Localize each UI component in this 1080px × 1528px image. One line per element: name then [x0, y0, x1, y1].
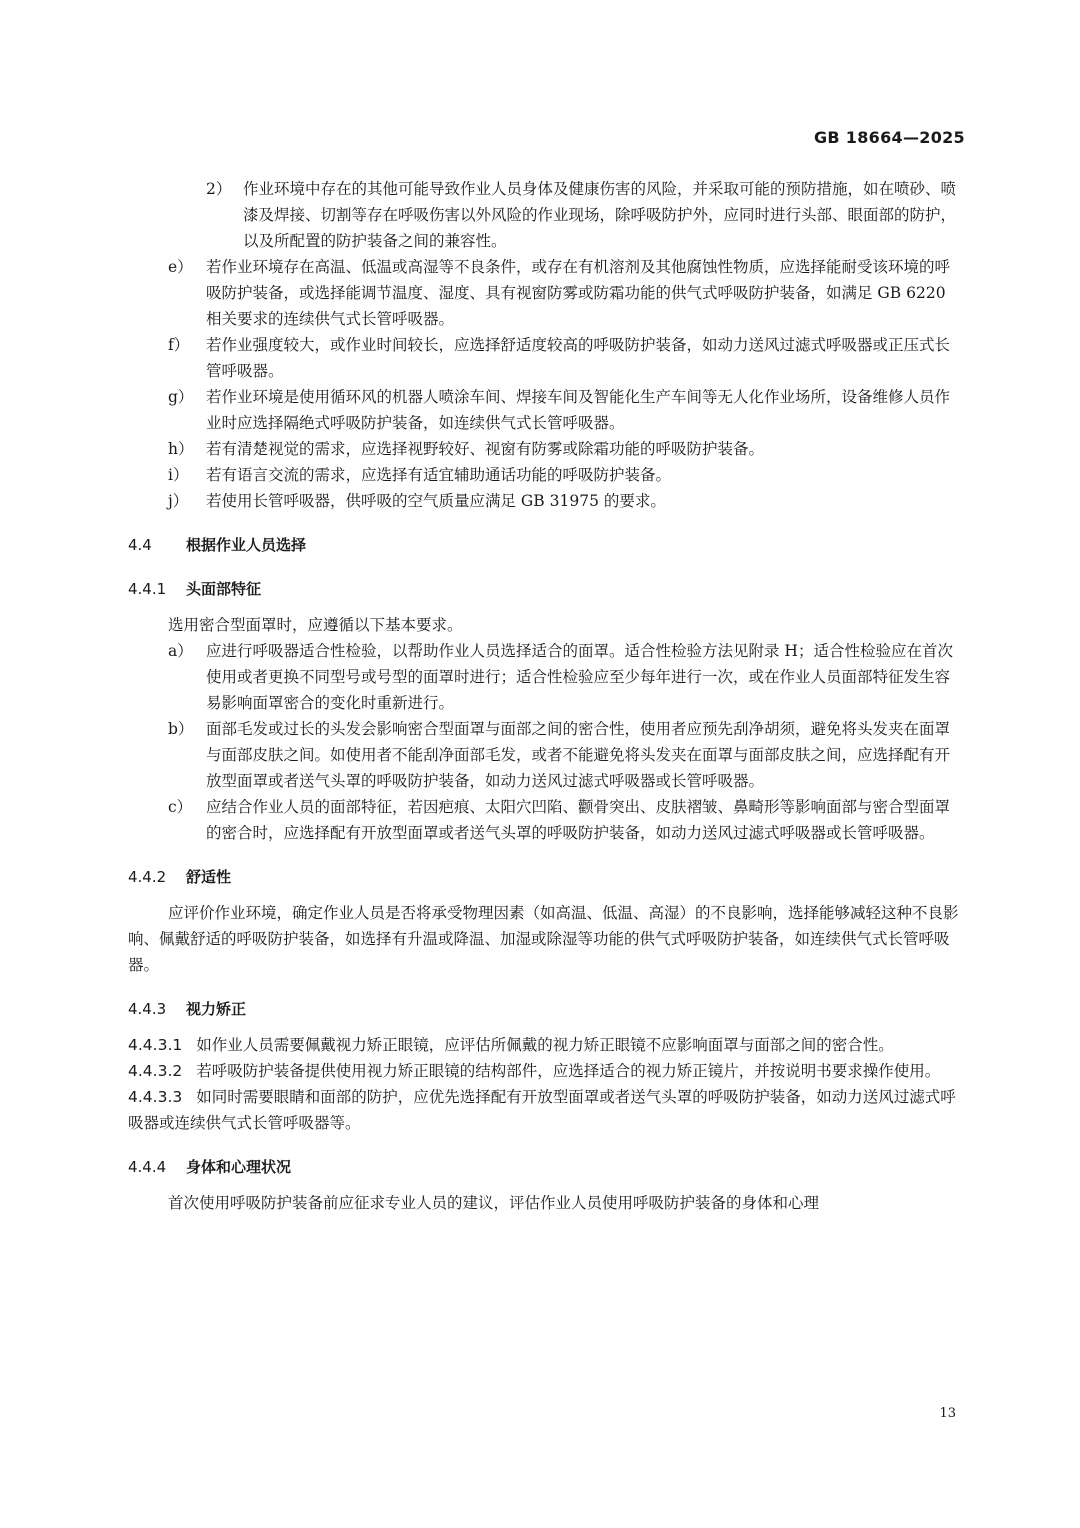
section-number: 4.4: [128, 536, 152, 554]
heading-4-4: [128, 532, 964, 558]
list-label: a）: [168, 642, 193, 660]
section-number: 4.4.3: [128, 1000, 167, 1018]
section-title: 头面部特征: [186, 580, 262, 598]
list-text: 面部毛发或过长的头发会影响密合型面罩与面部之间的密合性，使用者应预先刮净胡须，避免将头发夹在面罩与面部皮肤之间。如使用者不能刮净面部毛发，或者不能避免将头发夹在面罩与面部皮肤之间，应选择配有开放型面罩或者送气头罩的呼吸防护装备，如动力送风过滤式呼吸器或长管呼吸器。: [206, 720, 951, 790]
clause-number: 4.4.3.2: [128, 1062, 183, 1080]
clause-4-4-3-2: [128, 1058, 964, 1084]
section-number: 4.4.1: [128, 580, 167, 598]
list-text: 作业环境中存在的其他可能导致作业人员身体及健康伤害的风险，并采取可能的预防措施，如在喷砂、喷漆及焊接、切割等存在呼吸伤害以外风险的作业现场，除呼吸防护外，应同时进行头部、眼面部的防护，以及所配置的防护装备之间的兼容性。: [243, 180, 957, 250]
list-text: 若有语言交流的需求，应选择有适宜辅助通话功能的呼吸防护装备。: [206, 466, 672, 484]
list-text: 若使用长管呼吸器，供呼吸的空气质量应满足 GB 31975 的要求。: [206, 492, 666, 510]
section-number: 4.4.4: [128, 1158, 167, 1176]
list-label: c）: [168, 798, 193, 816]
list-item-b: [128, 716, 964, 794]
section-title: 身体和心理状况: [186, 1158, 292, 1176]
list-item-h: [128, 436, 964, 462]
section-number: 4.4.2: [128, 868, 167, 886]
list-item-g: [128, 384, 964, 436]
list-label: b）: [168, 720, 194, 738]
list-label: i）: [168, 466, 189, 484]
heading-4-4-4: [128, 1154, 964, 1180]
heading-4-4-1: [128, 576, 964, 602]
list-item-e: [128, 254, 964, 332]
clause-number: 4.4.3.3: [128, 1088, 183, 1106]
list-item-f: [128, 332, 964, 384]
list-item-2: [128, 176, 964, 254]
clause-text: 如作业人员需要佩戴视力矫正眼镜，应评估所佩戴的视力矫正眼镜不应影响面罩与面部之间的密合性。: [196, 1036, 894, 1054]
section-title: 舒适性: [186, 868, 232, 886]
clause-number: 4.4.3.1: [128, 1036, 183, 1054]
clause-text: 如同时需要眼睛和面部的防护，应优先选择配有开放型面罩或者送气头罩的呼吸防护装备，如动力送风过滤式呼吸器或连续供气式长管呼吸器等。: [128, 1088, 956, 1132]
list-text: 若作业环境存在高温、低温或高湿等不良条件，或存在有机溶剂及其他腐蚀性物质，应选择能耐受该环境的呼吸防护装备，或选择能调节温度、湿度、具有视窗防雾或防霜功能的供气式呼吸防护装备，如满足 GB 6220 相关要求的连续供气式长管呼吸器。: [206, 258, 951, 328]
list-item-c: [128, 794, 964, 846]
clause-4-4-3-3: [128, 1084, 964, 1136]
list-text: 应进行呼吸器适合性检验，以帮助作业人员选择适合的面罩。适合性检验方法见附录 H；适合性检验应在首次使用或者更换不同型号或号型的面罩时进行；适合性检验应至少每年进行一次，或在作业人员面部特征发生容易影响面罩密合的变化时重新进行。: [206, 642, 953, 712]
page-number: 13: [939, 1406, 956, 1421]
page-content: [128, 176, 964, 1216]
list-label: g）: [168, 388, 194, 406]
list-label: f）: [168, 336, 190, 354]
section-title: 视力矫正: [186, 1000, 247, 1018]
list-label: 2）: [206, 180, 232, 198]
list-text: 若有清楚视觉的需求，应选择视野较好、视窗有防雾或除霜功能的呼吸防护装备。: [206, 440, 765, 458]
heading-4-4-3: [128, 996, 964, 1022]
list-item-i: [128, 462, 964, 488]
section-title: 根据作业人员选择: [186, 536, 307, 554]
heading-4-4-2: [128, 864, 964, 890]
standard-code: GB 18664—2025: [814, 128, 965, 147]
list-label: h）: [168, 440, 194, 458]
list-label: j）: [168, 492, 189, 510]
section-paragraph: 首次使用呼吸防护装备前应征求专业人员的建议，评估作业人员使用呼吸防护装备的身体和心理: [168, 1194, 820, 1212]
list-text: 若作业环境是使用循环风的机器人喷涂车间、焊接车间及智能化生产车间等无人化作业场所，设备维修人员作业时应选择隔绝式呼吸防护装备，如连续供气式长管呼吸器。: [206, 388, 951, 432]
list-text: 应结合作业人员的面部特征，若因疤痕、太阳穴凹陷、颧骨突出、皮肤褶皱、鼻畸形等影响面部与密合型面罩的密合时，应选择配有开放型面罩或者送气头罩的呼吸防护装备，如动力送风过滤式呼吸器或长管呼吸器。: [206, 798, 951, 842]
list-item-a: [128, 638, 964, 716]
clause-text: 若呼吸防护装备提供使用视力矫正眼镜的结构部件，应选择适合的视力矫正镜片，并按说明书要求操作使用。: [196, 1062, 941, 1080]
section-paragraph: 应评价作业环境，确定作业人员是否将承受物理因素（如高温、低温、高湿）的不良影响，选择能够减轻这种不良影响、佩戴舒适的呼吸防护装备，如选择有升温或降温、加湿或除湿等功能的供气式呼吸防护装备，如连续供气式长管呼吸器。: [128, 904, 959, 974]
section-intro: 选用密合型面罩时，应遵循以下基本要求。: [168, 616, 463, 634]
clause-4-4-3-1: [128, 1032, 964, 1058]
list-item-j: [128, 488, 964, 514]
list-label: e）: [168, 258, 193, 276]
list-text: 若作业强度较大，或作业时间较长，应选择舒适度较高的呼吸防护装备，如动力送风过滤式呼吸器或正压式长管呼吸器。: [206, 336, 951, 380]
